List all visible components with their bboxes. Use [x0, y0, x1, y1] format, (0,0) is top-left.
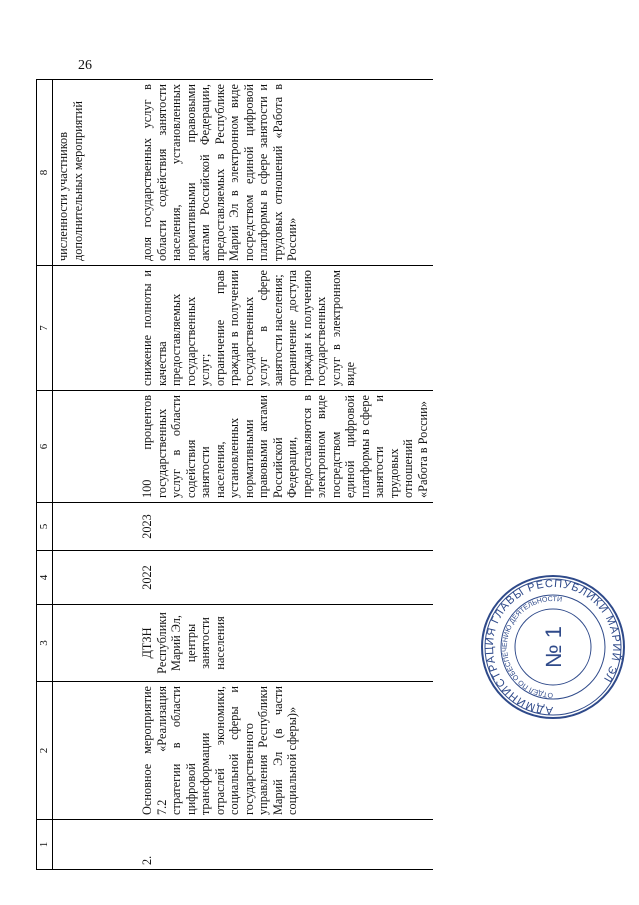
official-seal-stamp [478, 572, 628, 722]
column-number-2: 2 [37, 682, 53, 820]
column-number-8: 8 [37, 80, 53, 266]
measure-name: Основное мероприятие 7.2 «Реализация стратегии в области цифровой трансформации отраслей экономики, социальной сферы и государственного управления Республики Марий Эл (в части социальной сферы)» [137, 682, 433, 820]
page-number: 26 [78, 58, 92, 73]
end-year: 2023 [137, 503, 433, 551]
row-number: 2. [137, 820, 433, 870]
table-row [137, 80, 433, 870]
rotated-table-page [36, 80, 576, 870]
column-number-4: 4 [37, 551, 53, 605]
executor: ДТЗН Республики Марий Эл, центры занятости населения [137, 605, 433, 682]
continuation-row [53, 80, 138, 870]
continuation-indicator-text: численности участников дополнительных мероприятий [53, 80, 138, 266]
start-year: 2022 [137, 551, 433, 605]
column-number-6: 6 [37, 391, 53, 503]
column-number-7: 7 [37, 266, 53, 391]
column-number-5: 5 [37, 503, 53, 551]
column-number-row [37, 80, 53, 870]
seal-number: № 1 [541, 626, 566, 668]
column-number-3: 3 [37, 605, 53, 682]
measures-table [36, 79, 433, 870]
seal-outer-text: АДМИНИСТРАЦИЯ ГЛАВЫ РЕСПУБЛИКИ МАРИЙ ЭЛ [483, 577, 623, 717]
column-number-1: 1 [37, 820, 53, 870]
expected-result: 100 процентов государственных услуг в области содействия занятости населения, установленных нормативными правовыми актами Российской Федерации, предоставляются в электронном виде посредством единой цифровой платформы в сфере занятости и трудовых отношений «Работа в России» [137, 391, 433, 503]
indicator-link: доля государственных услуг в области содействия занятости населения, установленных нормативными правовыми актами Российской Федерации, предоставляемых в Республике Марий Эл в электронном виде посредством единой цифровой платформы в сфере занятости и трудовых отношений «Работа в России» [137, 80, 433, 266]
seal-inner-text: ОТДЕЛ ПО ОБЕСПЕЧЕНИЮ ДЕЯТЕЛЬНОСТИ [501, 595, 563, 699]
consequences: снижение полноты и качества предоставляемых государственных услуг; ограничение прав граждан в получении государственных услуг в сфере занятости населения; ограничение доступа граждан к получению государственных услуг в электронном виде [137, 266, 433, 391]
